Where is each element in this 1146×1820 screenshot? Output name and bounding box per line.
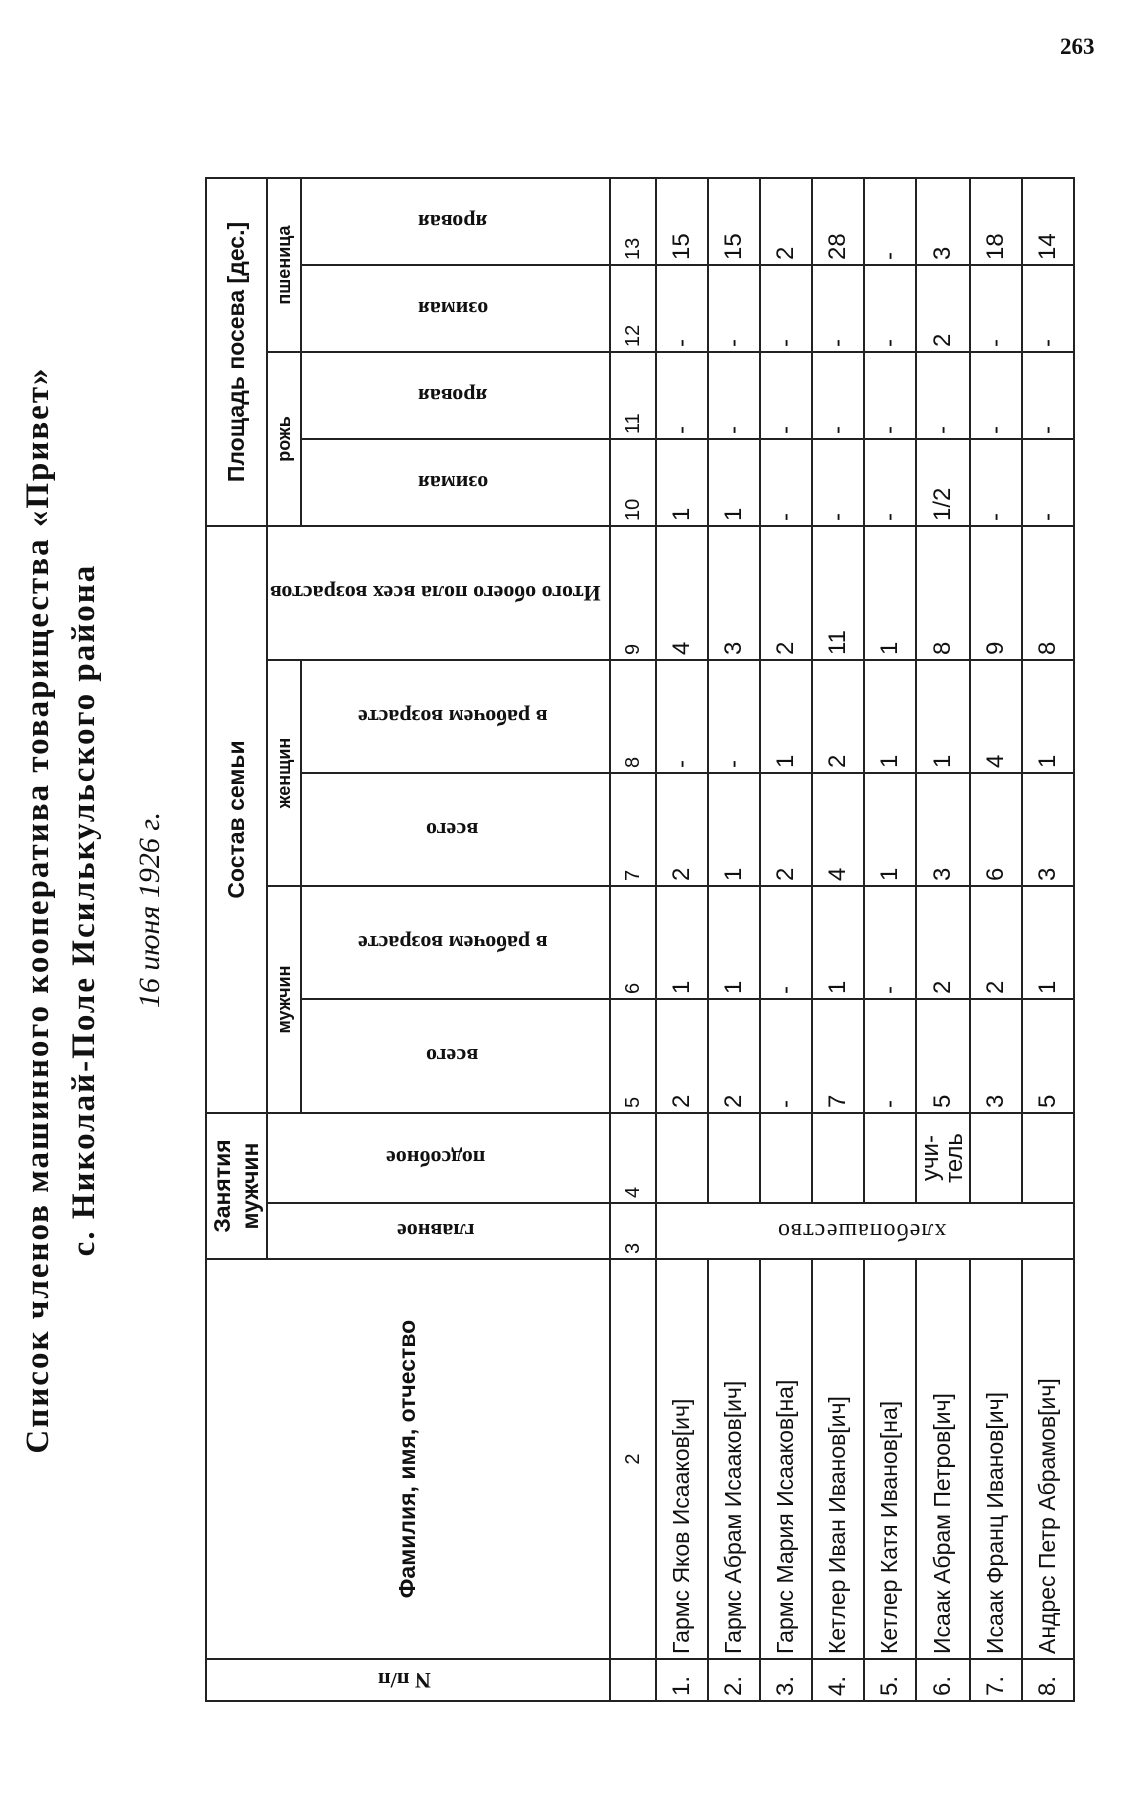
cell-men-total: 2 <box>656 999 708 1113</box>
cell-grand-total: 9 <box>970 526 1022 660</box>
column-number: 2 <box>610 1259 656 1659</box>
cell-rye-winter: - <box>864 439 916 526</box>
cell-rye-spring: - <box>1022 352 1074 439</box>
occupation-aux <box>656 1113 708 1203</box>
row-number: 3. <box>760 1659 812 1701</box>
cell-wheat-winter: 2 <box>916 265 970 352</box>
cell-women-total: 3 <box>1022 773 1074 886</box>
column-number: 5 <box>610 999 656 1113</box>
cell-wheat-winter: - <box>760 265 812 352</box>
header-grand-total: Итого обоего пола всех возрастов <box>267 526 610 660</box>
cell-rye-spring: - <box>864 352 916 439</box>
row-number: 7. <box>970 1659 1022 1701</box>
cell-men-working: - <box>760 886 812 999</box>
cell-men-total: 3 <box>970 999 1022 1113</box>
cell-wheat-spring: - <box>864 178 916 265</box>
table-row <box>656 178 708 1701</box>
header-women: женщин <box>267 660 301 886</box>
cell-rye-winter: 1 <box>708 439 760 526</box>
cell-women-working: - <box>708 660 760 773</box>
table-row <box>970 178 1022 1701</box>
header-occ-main: главное <box>267 1203 610 1259</box>
table-row <box>864 178 916 1701</box>
member-name: Андрес Петр Абрамов[ич] <box>1022 1259 1074 1659</box>
cell-wheat-winter: - <box>864 265 916 352</box>
cell-wheat-winter: - <box>970 265 1022 352</box>
cell-wheat-spring: 15 <box>708 178 760 265</box>
cell-men-working: 1 <box>708 886 760 999</box>
member-name: Гармс Абрам Исааков[ич] <box>708 1259 760 1659</box>
cell-women-working: - <box>656 660 708 773</box>
member-name: Исаак Франц Иванов[ич] <box>970 1259 1022 1659</box>
member-name: Гармс Яков Исааков[ич] <box>656 1259 708 1659</box>
header-women-working: в рабочем возрасте <box>301 660 610 773</box>
header-rye-spring: яровая <box>301 352 610 439</box>
cell-rye-winter: - <box>970 439 1022 526</box>
occupation-aux: учи- тель <box>916 1113 970 1203</box>
cell-rye-winter: - <box>1022 439 1074 526</box>
cell-grand-total: 8 <box>916 526 970 660</box>
cell-women-total: 6 <box>970 773 1022 886</box>
cell-wheat-spring: 2 <box>760 178 812 265</box>
row-number: 8. <box>1022 1659 1074 1701</box>
header-rye-winter: озимая <box>301 439 610 526</box>
cell-men-total: - <box>760 999 812 1113</box>
member-name: Исаак Абрам Петров[ич] <box>916 1259 970 1659</box>
cell-men-working: - <box>864 886 916 999</box>
column-number-row <box>610 178 656 1701</box>
occupation-aux <box>970 1113 1022 1203</box>
cell-women-working: 1 <box>1022 660 1074 773</box>
header-wheat-winter: озимая <box>301 265 610 352</box>
cell-men-total: 7 <box>812 999 864 1113</box>
header-occupation: Занятия мужчин <box>206 1113 267 1259</box>
cell-grand-total: 1 <box>864 526 916 660</box>
table-row <box>812 178 864 1701</box>
occupation-aux <box>812 1113 864 1203</box>
row-number: 6. <box>916 1659 970 1701</box>
cell-men-working: 1 <box>656 886 708 999</box>
member-name: Гармс Мария Исааков[на] <box>760 1259 812 1659</box>
cell-men-working: 1 <box>1022 886 1074 999</box>
cell-wheat-spring: 3 <box>916 178 970 265</box>
cell-men-total: 2 <box>708 999 760 1113</box>
cell-wheat-spring: 14 <box>1022 178 1074 265</box>
members-table <box>205 177 1075 1702</box>
cell-men-total: 5 <box>1022 999 1074 1113</box>
header-women-total: всего <box>301 773 610 886</box>
document-title-line-2: с. Николай-Поле Исилькульского района <box>66 563 102 1257</box>
header-wheat: пшеница <box>267 178 301 352</box>
cell-men-total: - <box>864 999 916 1113</box>
member-name: Кетлер Иван Иванов[ич] <box>812 1259 864 1659</box>
column-number: 9 <box>610 526 656 660</box>
cell-grand-total: 11 <box>812 526 864 660</box>
cell-women-total: 2 <box>656 773 708 886</box>
header-men-total: всего <box>301 999 610 1113</box>
header-sown-area: Площадь посева [дес.] <box>206 178 267 526</box>
cell-men-total: 5 <box>916 999 970 1113</box>
cell-women-working: 4 <box>970 660 1022 773</box>
cell-women-total: 2 <box>760 773 812 886</box>
cell-wheat-spring: 28 <box>812 178 864 265</box>
occupation-aux <box>1022 1113 1074 1203</box>
row-number: 4. <box>812 1659 864 1701</box>
cell-women-total: 3 <box>916 773 970 886</box>
header-family: Состав семьи <box>206 526 267 1113</box>
cell-men-working: 2 <box>970 886 1022 999</box>
cell-rye-winter: - <box>760 439 812 526</box>
column-number: 4 <box>610 1113 656 1203</box>
cell-wheat-spring: 18 <box>970 178 1022 265</box>
header-num: N п/п <box>206 1659 610 1701</box>
cell-grand-total: 2 <box>760 526 812 660</box>
cell-grand-total: 3 <box>708 526 760 660</box>
header-rye: рожь <box>267 352 301 526</box>
cell-women-working: 2 <box>812 660 864 773</box>
occupation-aux <box>708 1113 760 1203</box>
occupation-aux <box>864 1113 916 1203</box>
cell-rye-winter: - <box>812 439 864 526</box>
header-men: мужчин <box>267 886 301 1113</box>
header-name: Фамилия, имя, отчество <box>206 1259 610 1659</box>
column-number: 13 <box>610 178 656 265</box>
cell-grand-total: 4 <box>656 526 708 660</box>
header-occ-aux: подсобное <box>267 1113 610 1203</box>
column-number: 7 <box>610 773 656 886</box>
cell-women-total: 1 <box>864 773 916 886</box>
header-wheat-spring: яровая <box>301 178 610 265</box>
occupation-aux <box>760 1113 812 1203</box>
table-row <box>760 178 812 1701</box>
column-number: 3 <box>610 1203 656 1259</box>
cell-wheat-winter: - <box>656 265 708 352</box>
cell-men-working: 1 <box>812 886 864 999</box>
cell-rye-spring: - <box>812 352 864 439</box>
document-date: 16 июня 1926 г. <box>133 811 166 1009</box>
cell-women-total: 1 <box>708 773 760 886</box>
table-row <box>1022 178 1074 1701</box>
column-number: 8 <box>610 660 656 773</box>
cell-wheat-winter: - <box>812 265 864 352</box>
row-number: 5. <box>864 1659 916 1701</box>
column-number <box>610 1659 656 1701</box>
column-number: 11 <box>610 352 656 439</box>
member-name: Кетлер Катя Иванов[на] <box>864 1259 916 1659</box>
document-title-line-1: Список членов машинного кооператива товарищества «Привет» <box>20 366 56 1454</box>
cell-wheat-spring: 15 <box>656 178 708 265</box>
cell-women-working: 1 <box>760 660 812 773</box>
cell-rye-spring: - <box>760 352 812 439</box>
table-row <box>708 178 760 1701</box>
cell-rye-winter: 1/2 <box>916 439 970 526</box>
cell-women-working: 1 <box>916 660 970 773</box>
table-row <box>916 178 970 1701</box>
column-number: 10 <box>610 439 656 526</box>
cell-men-working: 2 <box>916 886 970 999</box>
cell-rye-winter: 1 <box>656 439 708 526</box>
cell-rye-spring: - <box>656 352 708 439</box>
column-number: 12 <box>610 265 656 352</box>
cell-grand-total: 8 <box>1022 526 1074 660</box>
row-number: 2. <box>708 1659 760 1701</box>
cell-rye-spring: - <box>970 352 1022 439</box>
column-number: 6 <box>610 886 656 999</box>
cell-rye-spring: - <box>708 352 760 439</box>
page-number: 263 <box>1060 34 1095 59</box>
cell-rye-spring: - <box>916 352 970 439</box>
members-table-wrapper <box>205 177 1075 1702</box>
occupation-main-merged: хлебопашество <box>656 1203 1074 1259</box>
cell-women-total: 4 <box>812 773 864 886</box>
cell-wheat-winter: - <box>1022 265 1074 352</box>
cell-women-working: 1 <box>864 660 916 773</box>
cell-wheat-winter: - <box>708 265 760 352</box>
header-men-working: в рабочем возрасте <box>301 886 610 999</box>
row-number: 1. <box>656 1659 708 1701</box>
